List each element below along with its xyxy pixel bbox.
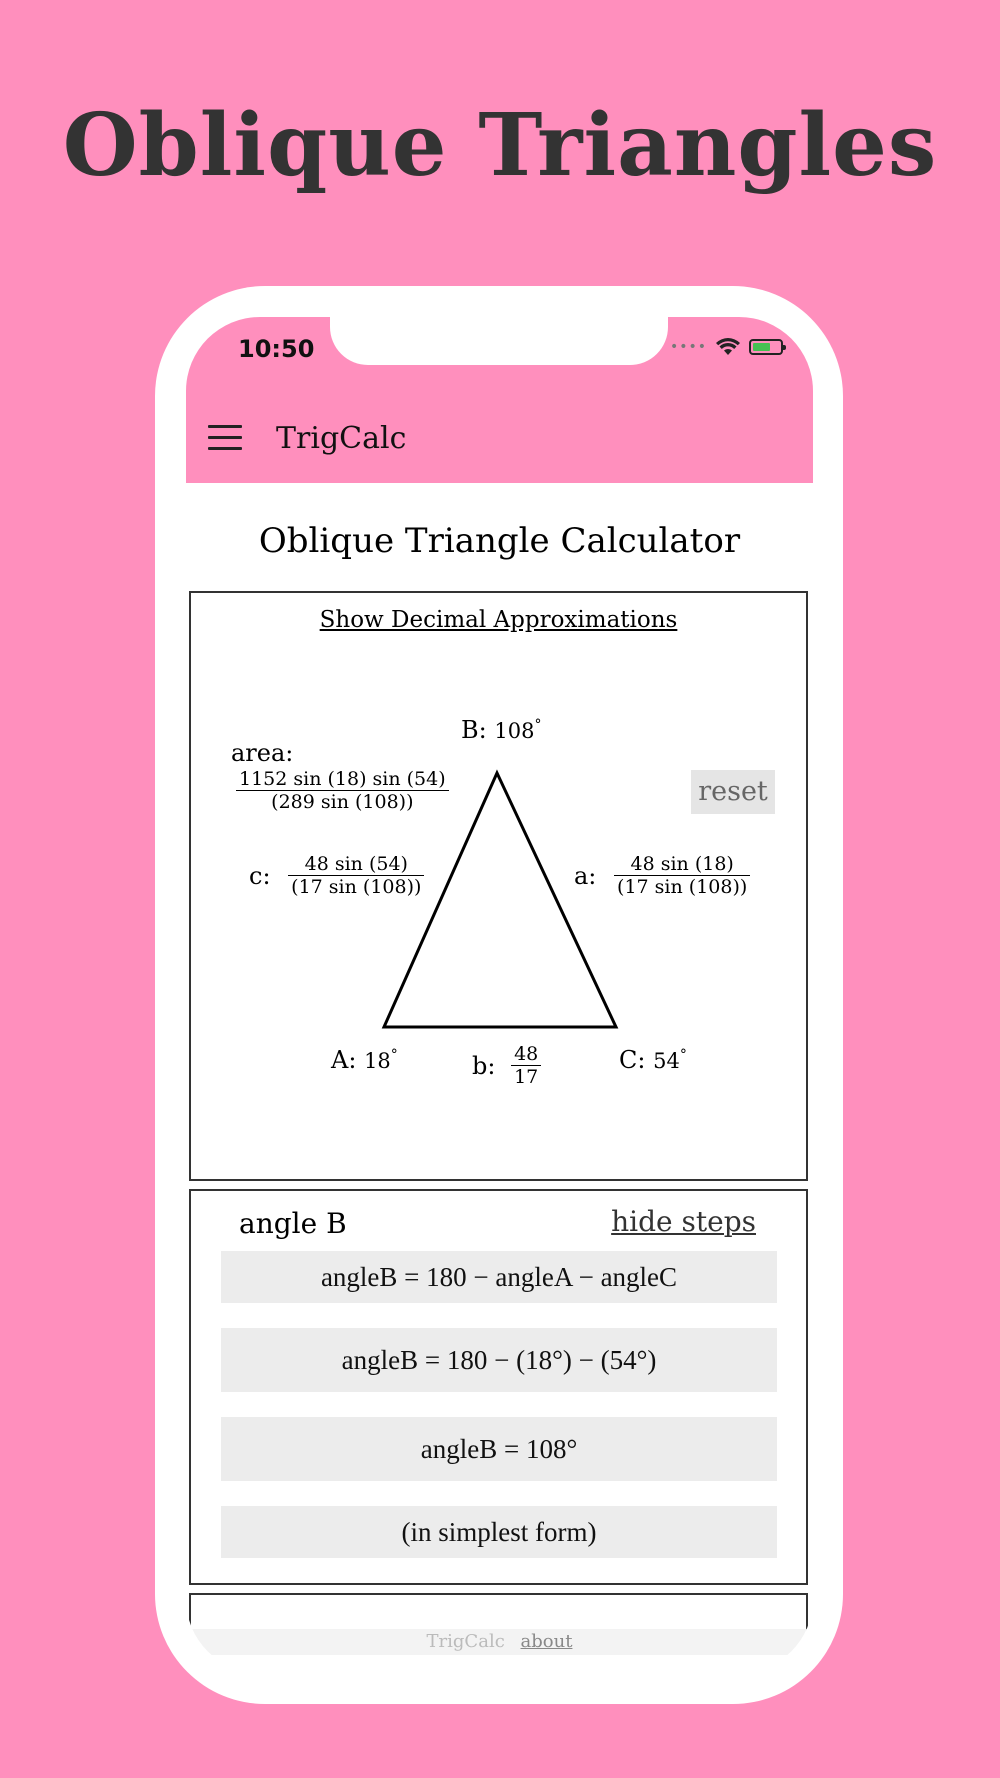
- hide-steps-link[interactable]: hide steps: [611, 1205, 756, 1238]
- about-link[interactable]: about: [520, 1631, 573, 1652]
- side-a-label: a: $\frac{48 \sin (18)}{(17 \sin (108))}$: [574, 853, 750, 898]
- footer-brand: TrigCalc: [426, 1631, 505, 1652]
- side-b-label: b: $\frac{48}{17}$: [472, 1043, 541, 1088]
- wifi-icon: [715, 337, 741, 357]
- battery-icon: [749, 339, 783, 355]
- phone-frame: [155, 286, 843, 1704]
- area-label: area:: [231, 739, 294, 767]
- area-value: $\frac{1152 \sin (18) \sin (54)}{(289 \sin (108))}$: [236, 768, 449, 813]
- footer: [186, 1629, 813, 1655]
- step-item: (in simplest form): [221, 1506, 777, 1558]
- steps-title: angle B: [239, 1207, 347, 1240]
- side-c-label: c: $\frac{48 \sin (54)}{(17 \sin (108))}$: [249, 853, 424, 898]
- step-item: angleB = 180 − (18°) − (54°): [221, 1328, 777, 1392]
- angle-a-label: A: 18°: [331, 1046, 398, 1074]
- angle-c-label: C: 54°: [619, 1046, 687, 1074]
- page-title: Oblique Triangle Calculator: [258, 521, 741, 561]
- step-item: angleB = 180 − angleA − angleC: [221, 1251, 777, 1303]
- status-time: 10:50: [238, 335, 315, 363]
- triangle-calculator: [189, 591, 808, 1181]
- main-content: [186, 483, 813, 1673]
- status-icons: [670, 337, 783, 357]
- show-decimal-link[interactable]: Show Decimal Approximations: [319, 607, 678, 633]
- angle-b-label: B: 108°: [461, 716, 542, 744]
- reset-button[interactable]: reset: [691, 770, 775, 814]
- notch: [330, 317, 668, 365]
- step-item: angleB = 108°: [221, 1417, 777, 1481]
- phone-screen: [186, 317, 813, 1673]
- steps-panel: [189, 1189, 808, 1585]
- hero-title: Oblique Triangles: [62, 95, 938, 196]
- status-bar: [186, 317, 813, 397]
- menu-icon[interactable]: [208, 425, 242, 451]
- signal-icon: ••••: [669, 339, 707, 355]
- app-bar: [186, 397, 813, 483]
- app-name: TrigCalc: [276, 421, 407, 456]
